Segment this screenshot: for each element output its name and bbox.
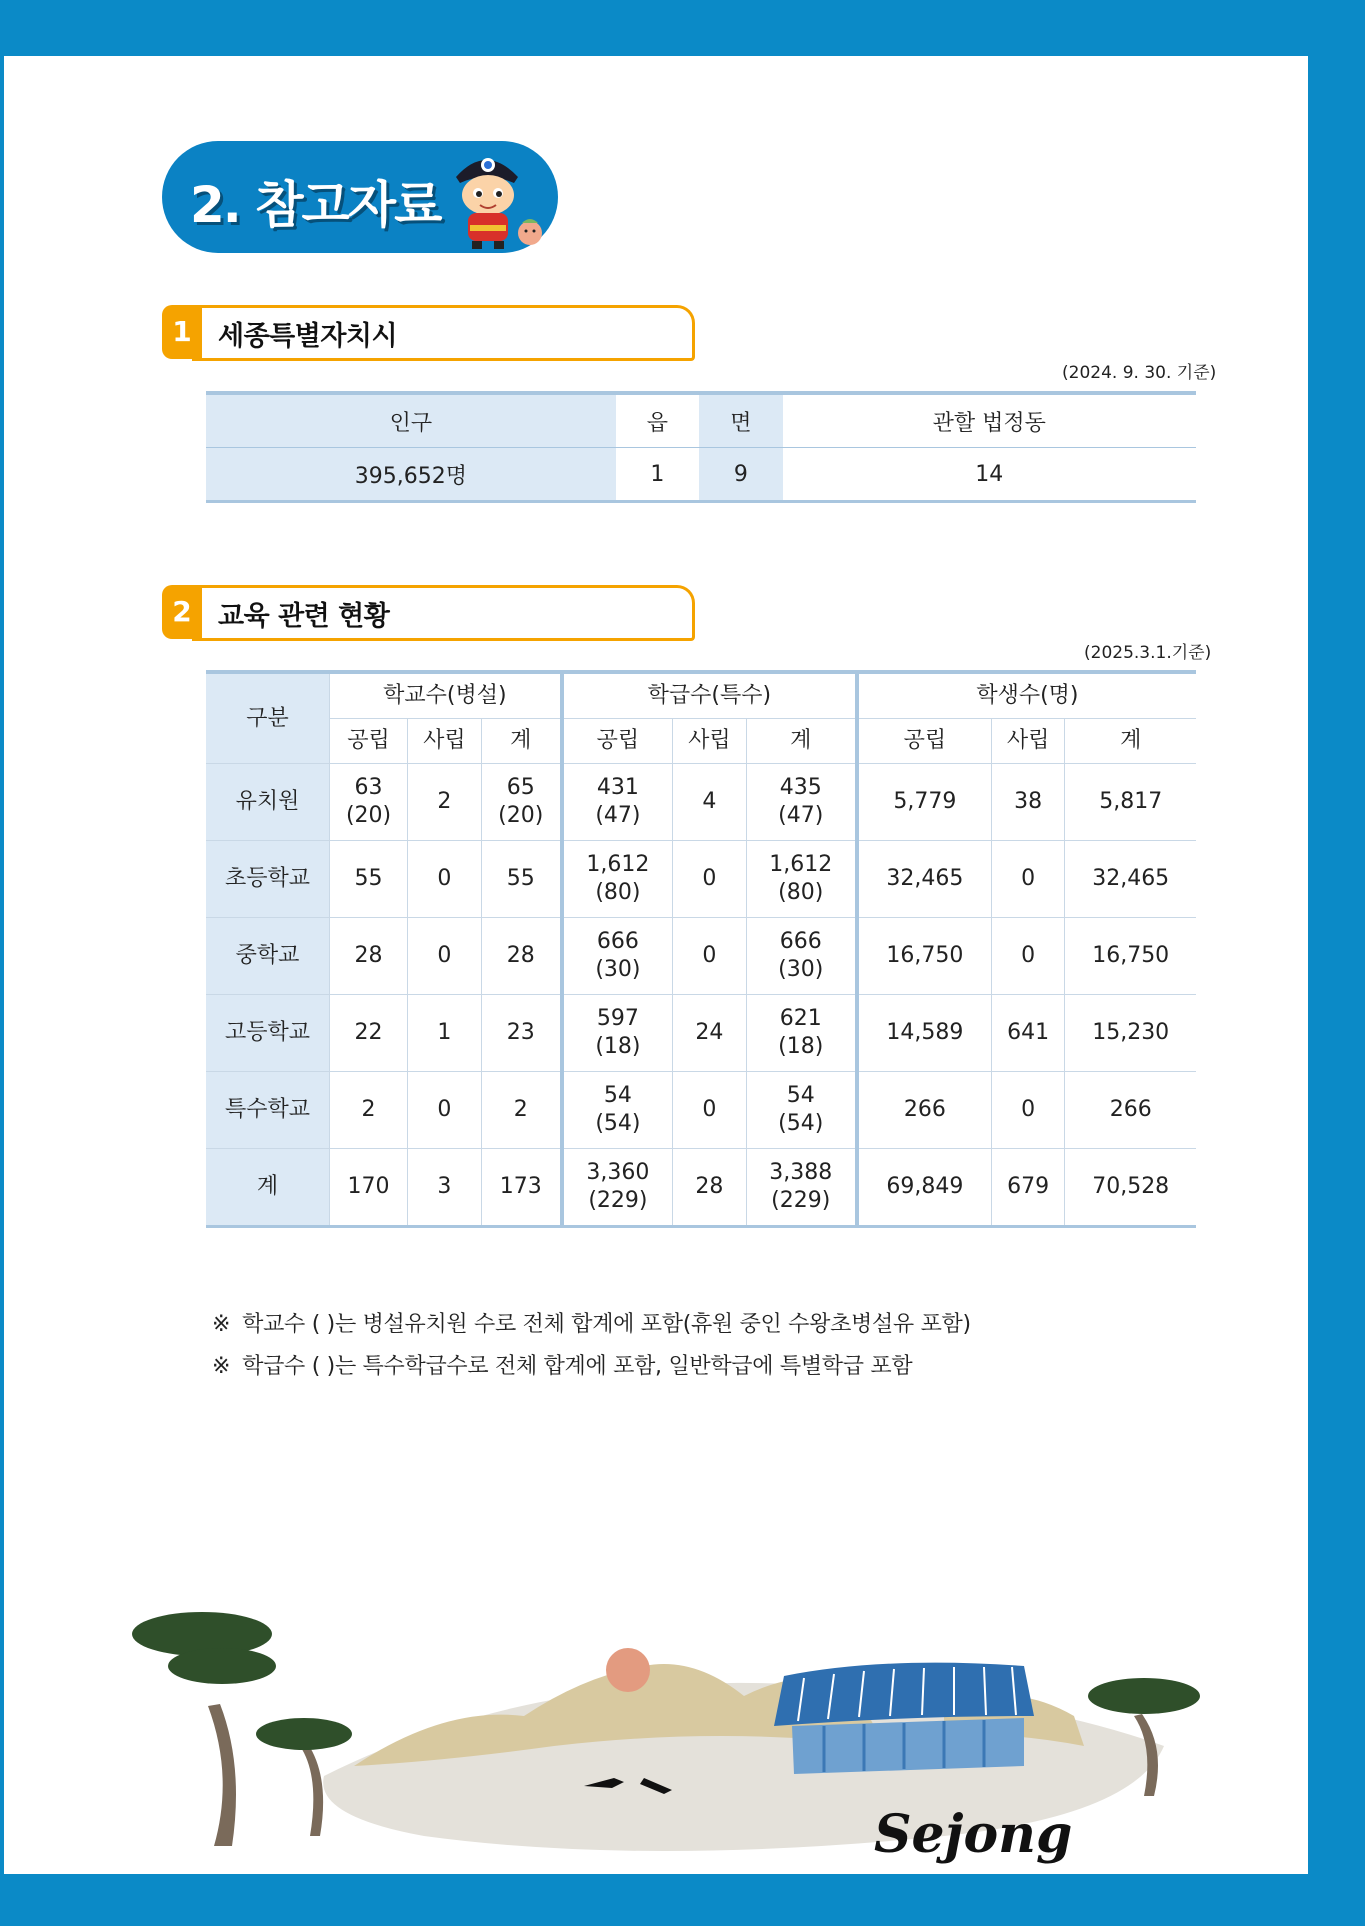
subheader: 계 [1065,719,1196,764]
cell-value: 2 [437,789,452,814]
subheader: 계 [746,719,857,764]
table-cell [857,764,991,841]
subheader: 사립 [991,719,1065,764]
cell-value: 266 [903,1097,946,1122]
section-title-pill [162,141,558,253]
subsection2-number: 2 [162,585,202,639]
value-dong: 14 [975,461,1004,487]
header-group-students: 학생수(명) [857,672,1196,719]
section-title: 2. 참고자료 [190,176,441,234]
table-cell [857,1149,991,1227]
table-cell [562,1072,673,1149]
header-eup: 읍 [616,393,699,448]
cell-value: 0 [1021,1097,1036,1122]
table-row [206,841,1196,918]
table-cell [673,918,747,995]
cell-subvalue: (229) [771,1188,831,1213]
row-label: 계 [206,1149,330,1227]
footnote-text: 학교수 ( )는 병설유치원 수로 전체 합계에 포함(휴원 중인 수왕초병설유 포함) [242,1312,971,1337]
value-eup: 1 [650,461,665,487]
cell-value: 641 [1007,1020,1050,1045]
table-cell [1065,841,1196,918]
cell-value: 679 [1007,1174,1050,1199]
cell-value: 3,360 [586,1160,650,1185]
header-dong: 관할 법정동 [783,393,1196,448]
education-stats-table [206,670,1196,1228]
cell-subvalue: (47) [778,803,824,828]
value-population: 395,652명 [206,448,616,502]
header-myeon: 면 [699,393,782,448]
table-row [206,995,1196,1072]
cell-subvalue: (30) [778,957,824,982]
table-cell [857,995,991,1072]
table-cell [991,1149,1065,1227]
cell-value: 28 [506,943,535,968]
cell-value: 0 [1021,943,1036,968]
table-cell [673,841,747,918]
cell-subvalue: (54) [595,1111,641,1136]
cell-value: 173 [499,1174,542,1199]
cell-value: 38 [1014,789,1043,814]
subheader: 공립 [330,719,408,764]
cell-value: 54 [786,1083,815,1108]
table-cell [1065,995,1196,1072]
footnote-1 [212,1307,971,1338]
cell-value: 435 [779,775,822,800]
table-cell [408,841,482,918]
header-group-classes: 학급수(특수) [562,672,857,719]
cell-value: 5,779 [893,789,957,814]
cell-value: 5,817 [1099,789,1163,814]
cell-subvalue: (80) [778,880,824,905]
cell-value: 22 [354,1020,383,1045]
cell-value: 666 [779,929,822,954]
cell-value: 32,465 [886,866,964,891]
cell-value: 63 [354,775,383,800]
table-cell [857,918,991,995]
table-cell [746,995,857,1072]
cell-value: 28 [695,1174,724,1199]
cell-value: 266 [1109,1097,1152,1122]
table-cell [562,995,673,1072]
cell-value: 69,849 [886,1174,964,1199]
table-cell [991,918,1065,995]
cell-value: 4 [702,789,717,814]
cell-subvalue: (80) [595,880,641,905]
table-cell [330,918,408,995]
table-cell [991,841,1065,918]
cell-value: 3,388 [769,1160,833,1185]
subsection1-number: 1 [162,305,202,359]
city-stats-table [206,391,1196,503]
cell-value: 28 [354,943,383,968]
cell-subvalue: (229) [588,1188,648,1213]
table-cell [746,1072,857,1149]
cell-subvalue: (20) [345,803,392,828]
table-cell [673,995,747,1072]
subsection2-header [162,585,702,641]
table-cell [1065,1149,1196,1227]
subheader: 공립 [857,719,991,764]
cell-value: 32,465 [1092,866,1170,891]
table-cell [746,764,857,841]
cell-value: 1 [437,1020,452,1045]
row-label: 초등학교 [206,841,330,918]
table-cell [408,995,482,1072]
cell-subvalue: (18) [595,1034,641,1059]
table-cell [330,841,408,918]
table-cell [746,1149,857,1227]
table-cell [746,841,857,918]
row-label: 고등학교 [206,995,330,1072]
sejong-landscape-illustration [124,1516,1244,1876]
cell-value: 3 [437,1174,452,1199]
cell-subvalue: (20) [498,803,544,828]
header-population: 인구 [206,393,616,448]
cell-value: 55 [506,866,535,891]
page [4,56,1308,1874]
table-cell [991,764,1065,841]
header-category: 구분 [206,672,330,764]
footnote-mark: ※ [212,1354,231,1379]
table-cell [481,764,562,841]
cell-value: 0 [702,1097,717,1122]
table-cell [746,918,857,995]
cell-value: 597 [596,1006,639,1031]
table-cell [408,764,482,841]
cell-subvalue: (18) [778,1034,824,1059]
table-cell [857,841,991,918]
table-cell [857,1072,991,1149]
subheader: 사립 [673,719,747,764]
cell-subvalue: (54) [778,1111,824,1136]
table-cell [562,841,673,918]
footnote-2 [212,1349,912,1380]
cell-value: 2 [513,1097,528,1122]
table-cell [481,1149,562,1227]
cell-value: 55 [354,866,383,891]
table-cell [481,918,562,995]
table-row [206,764,1196,841]
row-label: 중학교 [206,918,330,995]
cell-value: 0 [437,866,452,891]
table-row [206,1149,1196,1227]
table-cell [408,918,482,995]
header-group-schools: 학교수(병설) [330,672,562,719]
table-cell [1065,918,1196,995]
cell-value: 65 [506,775,535,800]
table-cell [673,1149,747,1227]
cell-value: 24 [695,1020,724,1045]
subsection1-title: 세종특별자치시 [218,321,398,352]
cell-value: 621 [779,1006,822,1031]
mascot-icon [426,147,546,251]
value-myeon: 9 [699,448,782,502]
cell-value: 15,230 [1092,1020,1170,1045]
cell-value: 14,589 [886,1020,964,1045]
cell-value: 0 [702,943,717,968]
footnote-text: 학급수 ( )는 특수학급수로 전체 합계에 포함, 일반학급에 특별학급 포함 [242,1354,913,1379]
subheader: 공립 [562,719,673,764]
footnote-mark: ※ [212,1312,231,1337]
cell-value: 431 [596,775,639,800]
cell-subvalue: (30) [595,957,641,982]
table-cell [408,1072,482,1149]
cell-value: 1,612 [586,852,650,877]
table-cell [408,1149,482,1227]
row-label: 유치원 [206,764,330,841]
subsection1-date-note: (2024. 9. 30. 기준) [1062,363,1217,383]
table-cell [673,764,747,841]
table-cell [991,995,1065,1072]
cell-value: 16,750 [1092,943,1170,968]
table-cell [481,995,562,1072]
table-cell [481,1072,562,1149]
subheader: 계 [481,719,562,764]
table-cell [991,1072,1065,1149]
cell-value: 0 [437,1097,452,1122]
table-cell [1065,764,1196,841]
table-cell [562,918,673,995]
cell-value: 666 [596,929,639,954]
cell-value: 1,612 [769,852,833,877]
subsection2-title: 교육 관련 현황 [218,601,390,632]
table-cell [481,841,562,918]
table-cell [330,995,408,1072]
cell-value: 170 [347,1174,390,1199]
cell-value: 0 [702,866,717,891]
cell-value: 0 [437,943,452,968]
table-cell [1065,1072,1196,1149]
table-cell [330,764,408,841]
table-cell [673,1072,747,1149]
cell-value: 70,528 [1092,1174,1170,1199]
cell-value: 0 [1021,866,1036,891]
row-label: 특수학교 [206,1072,330,1149]
table-row [206,918,1196,995]
subsection1-header [162,305,702,361]
cell-value: 2 [361,1097,376,1122]
table-cell [562,764,673,841]
table-cell [330,1149,408,1227]
cell-value: 16,750 [886,943,964,968]
subheader: 사립 [408,719,482,764]
cell-value: 54 [603,1083,632,1108]
table-cell [330,1072,408,1149]
sejong-logo: Sejong [874,1804,1073,1865]
cell-subvalue: (47) [595,803,641,828]
table-cell [562,1149,673,1227]
subsection2-date-note: (2025.3.1.기준) [1084,643,1212,663]
cell-value: 23 [506,1020,535,1045]
table-row [206,1072,1196,1149]
